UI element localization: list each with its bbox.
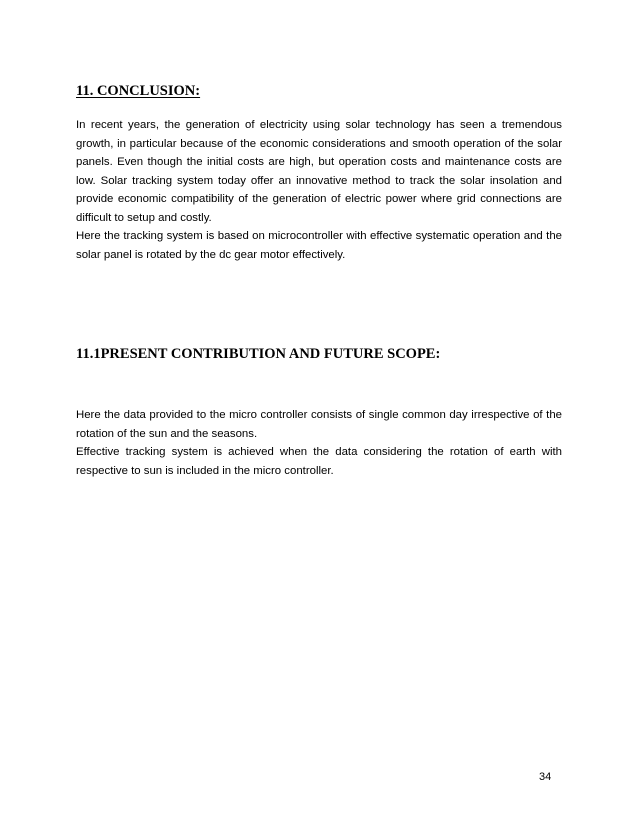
conclusion-paragraph-2: Here the tracking system is based on microcontroller with effective systematic operation and the solar panel is rotated by the dc gear motor effectively.: [76, 230, 562, 261]
conclusion-paragraph-1: In recent years, the generation of electricity using solar technology has seen a tremendous growth, in particular because of the economic considerations and smooth operation of the solar panels. Even though the initial costs are high, but operation costs and maintenance costs are low. Solar tracking system today offer an innovative method to track the solar insolation and provide economic compatibility of the generation of electric power where grid connections are difficult to setup and costly.: [76, 119, 562, 224]
conclusion-body: [76, 116, 562, 264]
contribution-paragraph-1: Here the data provided to the micro controller consists of single common day irrespective of the rotation of the sun and the seasons.: [76, 409, 562, 440]
contribution-paragraph-2: Effective tracking system is achieved when the data considering the rotation of earth with respective to sun is included in the micro controller.: [76, 446, 562, 477]
contribution-body: [76, 406, 562, 480]
contribution-heading: 11.1PRESENT CONTRIBUTION AND FUTURE SCOPE:: [76, 346, 441, 362]
conclusion-heading: 11. CONCLUSION:: [76, 83, 201, 99]
page-number: 34: [539, 771, 552, 783]
